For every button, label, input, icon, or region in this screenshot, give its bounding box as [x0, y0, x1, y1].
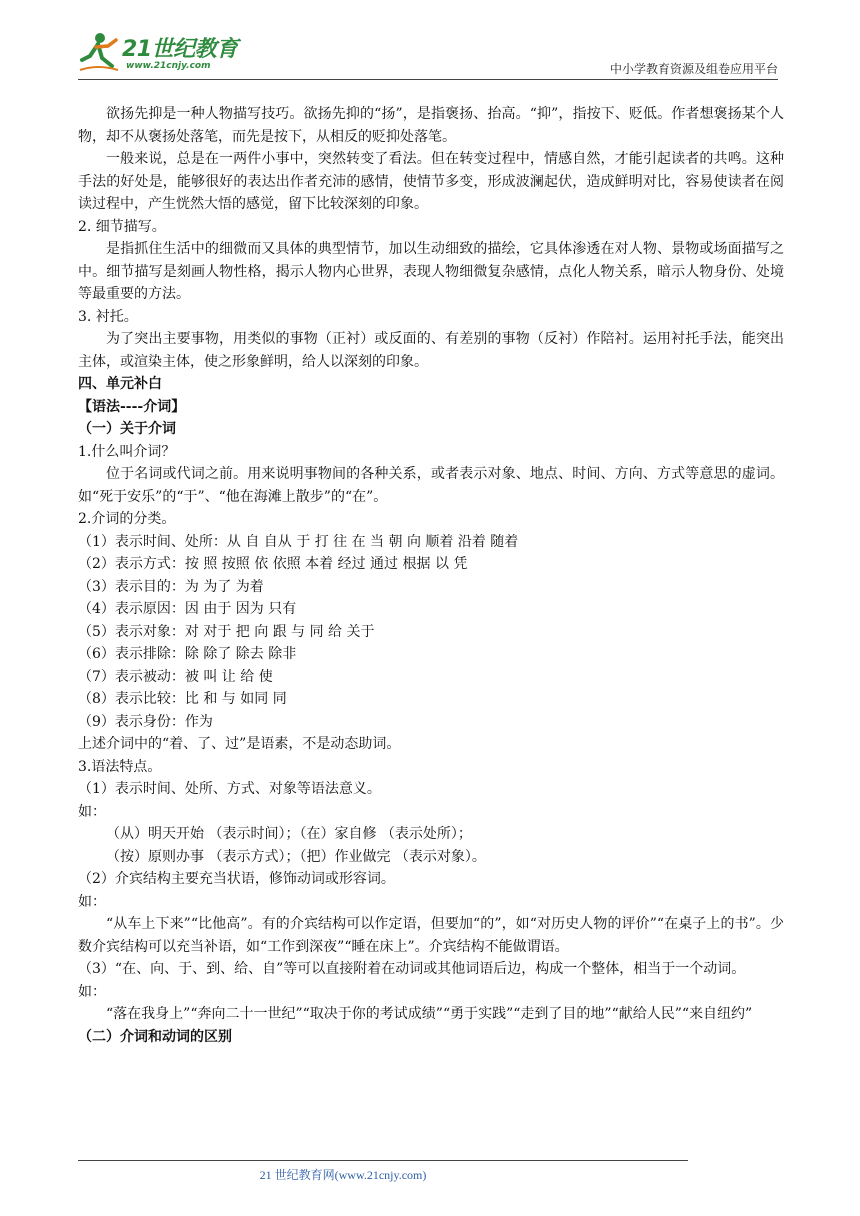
runner-icon	[78, 30, 124, 76]
paragraph: （2）介宾结构主要充当状语，修饰动词或形容词。	[78, 871, 395, 887]
paragraph: 上述介词中的“着、了、过”是语素，不是动态助词。	[78, 736, 401, 752]
list-item: （9）表示身份：作为	[78, 713, 213, 730]
logo-text: 21世纪教育	[122, 37, 238, 62]
paragraph: 一般来说，总是在一两件小事中，突然转变了看法。但在转变过程中，情感自然，才能引起读者的共鸣。这种手法的好处是，能够很好的表达出作者充沛的感情，使情节多变，形成波澜起伏，造成鲜明对比，容易使读者在阅读过程中，产生恍然大悟的感觉，留下比较深刻的印象。	[78, 151, 784, 212]
list-item: （8）表示比较：比 和 与 如同 同	[78, 691, 287, 707]
list-item: （7）表示被动：被 叫 让 给 使	[78, 668, 273, 685]
paragraph: 是指抓住生活中的细微而又具体的典型情节，加以生动细致的描绘，它具体渗透在对人物、景物或场面描写之中。细节描写是刻画人物性格，揭示人物内心世界，表现人物细微复杂感情，点化人物关系，暗示人物身份、处境等最重要的方法。	[78, 241, 784, 302]
example-line: （从）明天开始 （表示时间）；（在）家自修 （表示处所）；	[106, 826, 472, 842]
platform-title: 中小学教育资源及组卷应用平台	[609, 62, 778, 76]
list-item: （2）表示方式：按 照 按照 依 依照 本着 经过 通过 根据 以 凭	[78, 556, 468, 572]
section-heading: 四、单元补白	[78, 376, 162, 392]
paragraph: （3）“在、向、于、到、给、自”等可以直接附着在动词或其他词语后边，构成一个整体，相当于一个动词。	[78, 961, 746, 977]
paragraph: 如：	[78, 893, 106, 910]
paragraph: 如：	[78, 983, 106, 1000]
logo-url: www.21cnjy.com	[126, 61, 211, 71]
list-item: （5）表示对象：对 对于 把 向 跟 与 同 给 关于	[78, 623, 375, 640]
list-item: （3）表示目的：为 为了 为着	[78, 578, 264, 595]
header-divider	[78, 79, 778, 80]
paragraph: “落在我身上”“奔向二十一世纪”“取决于你的考试成绩”“勇于实践”“走到了目的地”“献给人民”“来自纽约”	[106, 1006, 753, 1022]
paragraph: 位于名词或代词之前。用来说明事物间的各种关系，或者表示对象、地点、时间、方向、方式等意思的虚词。如“死于安乐”的“于”、“他在海滩上散步”的“在”。	[78, 466, 784, 505]
subheading: 1.什么叫介词？	[78, 443, 176, 460]
paragraph: （1）表示时间、处所、方式、对象等语法意义。	[78, 781, 381, 797]
paragraph: 如：	[78, 803, 106, 820]
subheading: 2. 细节描写。	[78, 218, 166, 235]
section-heading: 【语法----介词】	[78, 398, 186, 415]
example-line: （按）原则办事 （表示方式）；（把）作业做完 （表示对象）。	[106, 848, 486, 865]
footer-divider	[78, 1160, 688, 1161]
section-heading: （一）关于介词	[78, 421, 176, 437]
list-item: （4）表示原因：因 由于 因为 只有	[78, 601, 297, 617]
subheading: 3. 衬托。	[78, 308, 138, 325]
paragraph: “从车上下来”“比他高”。有的介宾结构可以作定语，但要加“的”，如“对历史人物的评价”“在桌子上的书”。少数介宾结构可以充当补语，如“工作到深夜”“睡在床上”。介宾结构不能做谓语。	[78, 916, 784, 955]
list-item: （6）表示排除：除 除了 除去 除非	[78, 646, 297, 662]
site-logo	[78, 30, 258, 76]
section-heading: （二）介词和动词的区别	[78, 1028, 232, 1045]
paragraph: 欲扬先抑是一种人物描写技巧。欲扬先抑的“扬”，是指褒扬、抬高。“抑”，指按下、贬低。作者想褒扬某个人物，却不从褒扬处落笔，而先是按下，从相反的贬抑处落笔。	[78, 106, 784, 145]
list-item: （1）表示时间、处所：从 自 自从 于 打 往 在 当 朝 向 顺着 沿着 随着	[78, 533, 519, 550]
paragraph: 为了突出主要事物，用类似的事物（正衬）或反面的、有差别的事物（反衬）作陪衬。运用衬托手法，能突出主体，或渲染主体，使之形象鲜明，给人以深刻的印象。	[78, 331, 784, 370]
page-footer: 21 世纪教育网(www.21cnjy.com)	[259, 1168, 427, 1182]
document-body	[78, 103, 784, 1048]
page-header	[78, 30, 778, 80]
subheading: 2.介词的分类。	[78, 511, 176, 527]
subheading: 3.语法特点。	[78, 758, 162, 775]
